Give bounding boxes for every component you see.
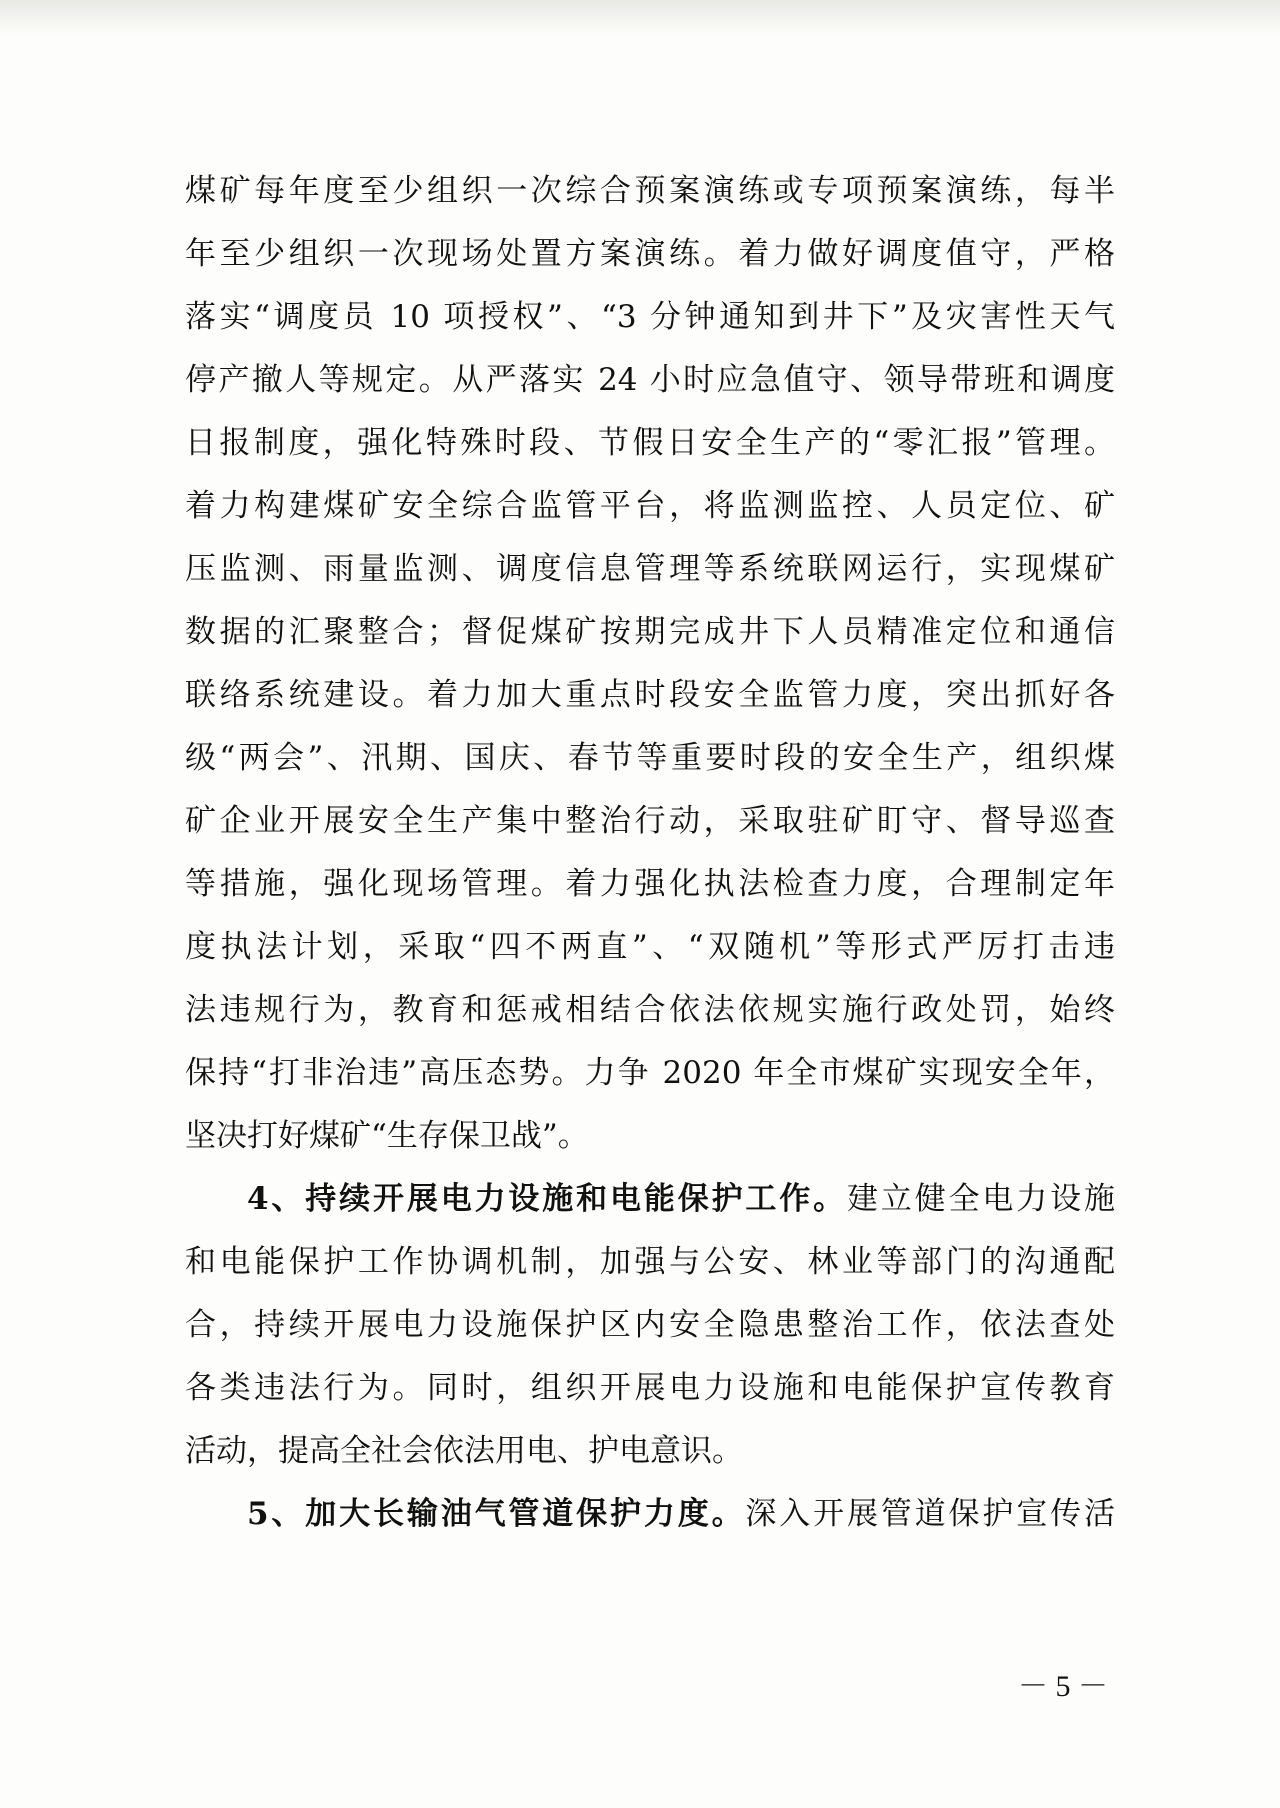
text-line: 各类违法行为。同时，组织开展电力设施和电能保护宣传教育: [185, 1370, 1115, 1406]
text-line: 数据的汇聚整合；督促煤矿按期完成井下人员精准定位和通信: [185, 614, 1115, 650]
document-body: [185, 160, 1115, 1546]
text-line: 法违规行为，教育和惩戒相结合依法依规实施行政处罚，始终: [185, 992, 1115, 1028]
text-line: 日报制度，强化特殊时段、节假日安全生产的“零汇报”管理。: [185, 425, 1115, 461]
text-line: 等措施，强化现场管理。着力强化执法检查力度，合理制定年: [185, 866, 1115, 902]
section-heading: 4、持续开展电力设施和电能保护工作。: [247, 1181, 847, 1217]
page-number: － 5 －: [1018, 1670, 1108, 1703]
text-line: 坚决打好煤矿“生存保卫战”。: [185, 1118, 589, 1154]
text-line: 着力构建煤矿安全综合监管平台，将监测监控、人员定位、矿: [185, 488, 1115, 524]
text-line: 活动，提高全社会依法用电、护电意识。: [185, 1433, 743, 1469]
text-line: 煤矿每年度至少组织一次综合预案演练或专项预案演练，每半: [185, 173, 1115, 209]
text-line: 合，持续开展电力设施保护区内安全隐患整治工作，依法查处: [185, 1307, 1115, 1343]
section-heading: 5、加大长输油气管道保护力度。: [247, 1496, 746, 1532]
text-line: 联络系统建设。着力加大重点时段安全监管力度，突出抓好各: [185, 677, 1115, 713]
inline-text: 建立健全电力设施: [847, 1181, 1115, 1217]
text-line: 保持“打非治违”高压态势。力争 2020 年全市煤矿实现安全年，: [185, 1055, 1115, 1091]
text-line: 年至少组织一次现场处置方案演练。着力做好调度值守，严格: [185, 236, 1115, 272]
text-line: 压监测、雨量监测、调度信息管理等系统联网运行，实现煤矿: [185, 551, 1115, 587]
text-line: 度执法计划，采取“四不两直”、“双随机”等形式严厉打击违: [185, 929, 1115, 965]
text-line: 停产撤人等规定。从严落实 24 小时应急值守、领导带班和调度: [185, 362, 1115, 398]
paragraph-power-facility-protection: [185, 1168, 1115, 1483]
text-line: [185, 1168, 1115, 1231]
paragraph-pipeline-protection: [185, 1483, 1115, 1546]
text-line: [185, 1483, 1115, 1546]
inline-text: 深入开展管道保护宣传活: [745, 1496, 1115, 1532]
paragraph-coal-mine-safety: [185, 160, 1115, 1168]
text-line: 矿企业开展安全生产集中整治行动，采取驻矿盯守、督导巡查: [185, 803, 1115, 839]
text-line: 级“两会”、汛期、国庆、春节等重要时段的安全生产，组织煤: [185, 740, 1115, 776]
text-line: 和电能保护工作协调机制，加强与公安、林业等部门的沟通配: [185, 1244, 1115, 1280]
scan-edge: [0, 0, 1280, 36]
text-line: 落实“调度员 10 项授权”、“3 分钟通知到井下”及灾害性天气: [185, 299, 1115, 335]
